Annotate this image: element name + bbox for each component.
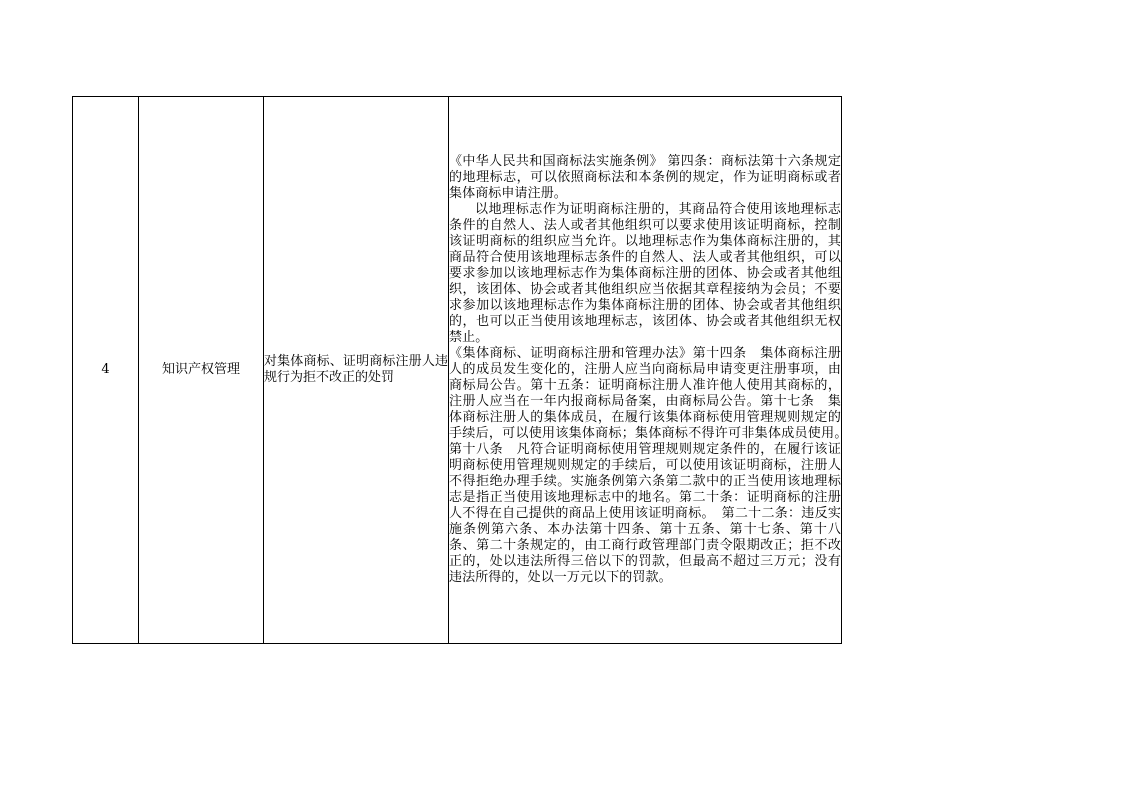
item-name-cell: 对集体商标、证明商标注册人违规行为拒不改正的处罚 [264, 97, 449, 644]
legal-basis-paragraph-3: 《集体商标、证明商标注册和管理办法》第十四条 集体商标注册人的成员发生变化的，注册人应当向商标局申请变更注册事项，由商标局公告。第十五条：证明商标注册人准许他人使用其商标的，注册人应当在一年内报商标局备案，由商标局公告。第十七条 集体商标注册人的集体成员，在履行该集体商标使用管理规则规定的手续后，可以使用该集体商标；集体商标不得许可非集体成员使用。 第十八条 凡符合证明商标使用管理规则规定条件的，在履行该证明商标使用管理规则规定的手续后，可以使用该证明商标，注册人不得拒绝办理手续。实施条例第六条第二款中的正当使用该地理标志是指正当使用该地理标志中的地名。第二十条：证明商标的注册人不得在自己提供的商品上使用该证明商标。 第二十二条：违反实施条例第六条、本办法第十四条、第十五条、第十七条、第十八条、第二十条规定的，由工商行政管理部门责令限期改正；拒不改正的，处以违法所得三倍以下的罚款，但最高不超过三万元；没有违法所得的，处以一万元以下的罚款。 [449, 346, 855, 585]
penalty-item-table [72, 96, 855, 644]
legal-basis-paragraph-2: 以地理标志作为证明商标注册的，其商品符合使用该地理标志条件的自然人、法人或者其他组织可以要求使用该证明商标，控制该证明商标的组织应当允许。以地理标志作为集体商标注册的，其商品符合使用该地理标志条件的自然人、法人或者其他组织，可以要求参加以该地理标志作为集体商标注册的团体、协会或者其他组织，该团体、协会或者其他组织应当依据其章程接纳为会员；不要求参加以该地理标志作为集体商标注册的团体、协会或者其他组织的，也可以正当使用该地理标志，该团体、协会或者其他组织无权禁止。 [449, 202, 841, 345]
legal-basis-paragraph-1: 《中华人民共和国商标法实施条例》 第四条：商标法第十六条规定的地理标志，可以依照商标法和本条例的规定，作为证明商标或者集体商标申请注册。 [449, 154, 841, 201]
table-row [73, 97, 842, 644]
legal-basis-cell [449, 97, 855, 644]
row-number-cell: 4 [73, 97, 139, 644]
category-cell: 知识产权管理 [139, 97, 264, 644]
